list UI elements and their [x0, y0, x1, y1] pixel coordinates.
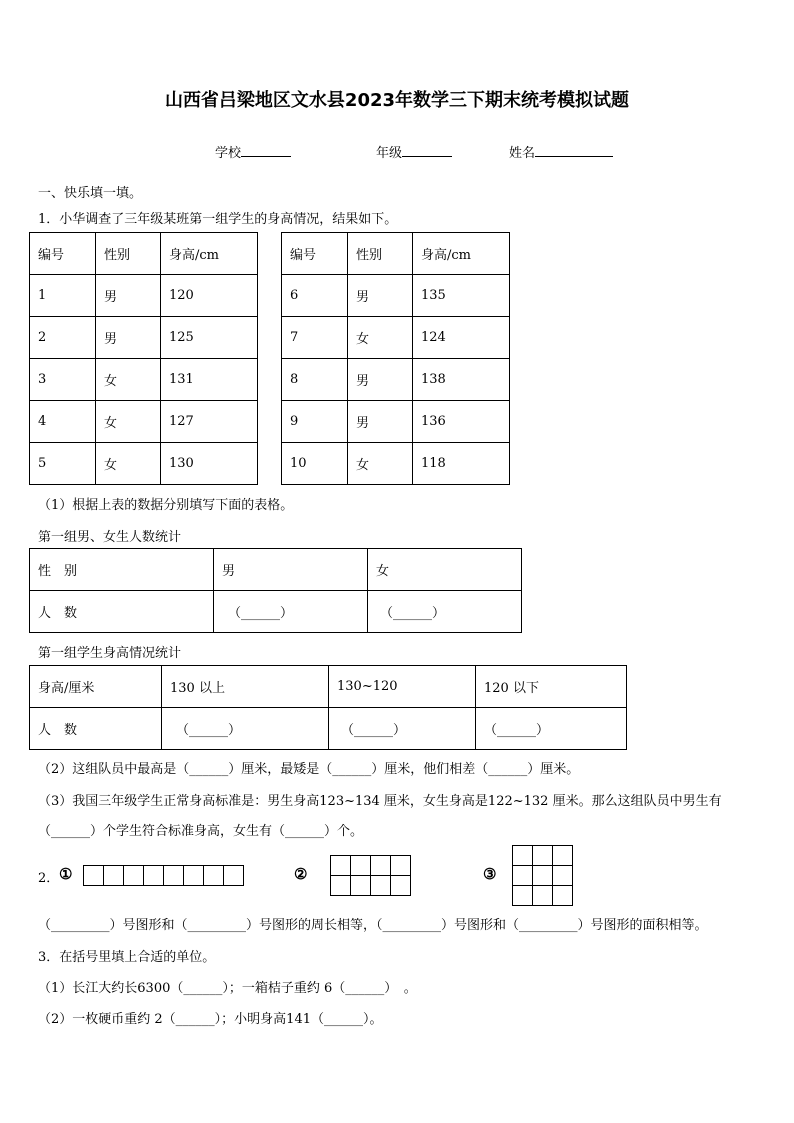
header-height: 身高/cm — [161, 233, 258, 275]
cell: 2 — [30, 317, 96, 359]
grade-label: 年级 — [376, 146, 403, 161]
q2-answer-line: （_________）号图形和（_________）号图形的周长相等，（_________）号图形和（_________）号图形的面积相等。 — [38, 918, 708, 933]
count-row-label: 人 数 — [30, 591, 214, 633]
cell: 男 — [96, 275, 161, 317]
header-gender: 性别 — [348, 233, 413, 275]
cell: 7 — [282, 317, 348, 359]
cell: 125 — [161, 317, 258, 359]
q1-sub2: （2）这组队员中最高是（______）厘米，最矮是（______）厘米，他们相差（______）厘米。 — [38, 762, 580, 777]
grade-blank[interactable] — [402, 144, 452, 157]
cell: 4 — [30, 401, 96, 443]
figure-1-label: ① — [59, 865, 73, 883]
cell: 5 — [30, 443, 96, 485]
count-row-label: 人 数 — [30, 708, 162, 750]
cell: 女 — [96, 401, 161, 443]
school-label: 学校 — [215, 146, 242, 161]
cell: 10 — [282, 443, 348, 485]
height-table-title: 第一组学生身高情况统计 — [38, 646, 182, 661]
height-data-table-left — [29, 232, 258, 485]
cell: 138 — [413, 359, 510, 401]
q3-line2: （2）一枚硬币重约 2（______）；小明身高141（______）。 — [38, 1012, 383, 1027]
q1-sub1: （1）根据上表的数据分别填写下面的表格。 — [38, 498, 294, 513]
section-heading: 一、快乐填一填。 — [38, 186, 143, 201]
header-height: 身高/cm — [413, 233, 510, 275]
name-field — [509, 142, 613, 161]
grade-field — [376, 142, 452, 161]
cell: 120 — [161, 275, 258, 317]
gender-header-label: 性 别 — [30, 549, 214, 591]
height-header-120-130: 130~120 — [329, 666, 476, 708]
school-blank[interactable] — [241, 144, 291, 157]
figure-2-label: ② — [294, 865, 308, 883]
name-label: 姓名 — [509, 146, 536, 161]
cell: 136 — [413, 401, 510, 443]
name-blank[interactable] — [535, 144, 613, 157]
q1-sub3-line2: （______）个学生符合标准身高，女生有（______）个。 — [38, 824, 364, 839]
above-130-count-blank[interactable]: （______） — [162, 708, 329, 750]
header-gender: 性别 — [96, 233, 161, 275]
cell: 9 — [282, 401, 348, 443]
cell: 135 — [413, 275, 510, 317]
height-header-label: 身高/厘米 — [30, 666, 162, 708]
cell: 男 — [348, 401, 413, 443]
figure-1-grid-icon — [83, 865, 245, 887]
cell: 131 — [161, 359, 258, 401]
q1-intro: 1．小华调查了三年级某班第一组学生的身高情况，结果如下。 — [38, 212, 398, 227]
height-header-above-130: 130 以上 — [162, 666, 329, 708]
gender-header-male: 男 — [214, 549, 368, 591]
header-number: 编号 — [282, 233, 348, 275]
q2-number: 2． — [38, 871, 60, 886]
q1-sub3-line1: （3）我国三年级学生正常身高标准是：男生身高123~134 厘米，女生身高是122~132 厘米。那么这组队员中男生有 — [38, 794, 722, 809]
cell: 男 — [348, 359, 413, 401]
range-count-blank[interactable]: （______） — [329, 708, 476, 750]
female-count-blank[interactable]: （______） — [368, 591, 522, 633]
school-field — [215, 142, 291, 161]
figure-3-label: ③ — [483, 865, 497, 883]
cell: 男 — [96, 317, 161, 359]
cell: 女 — [96, 359, 161, 401]
cell: 男 — [348, 275, 413, 317]
figure-2-grid-icon — [330, 855, 412, 897]
gender-table-title: 第一组男、女生人数统计 — [38, 530, 182, 545]
cell: 女 — [348, 317, 413, 359]
header-number: 编号 — [30, 233, 96, 275]
cell: 女 — [348, 443, 413, 485]
cell: 124 — [413, 317, 510, 359]
height-header-below-120: 120 以下 — [476, 666, 627, 708]
cell: 6 — [282, 275, 348, 317]
figure-3-grid-icon — [512, 845, 574, 907]
male-count-blank[interactable]: （______） — [214, 591, 368, 633]
height-stats-table — [29, 665, 627, 750]
cell: 1 — [30, 275, 96, 317]
page-title: 山西省吕梁地区文水县2023年数学三下期末统考模拟试题 — [164, 90, 630, 111]
cell: 130 — [161, 443, 258, 485]
cell: 3 — [30, 359, 96, 401]
height-data-table-right — [281, 232, 510, 485]
q3-line1: （1）长江大约长6300（______）；一箱桔子重约 6（______） 。 — [38, 981, 417, 996]
gender-header-female: 女 — [368, 549, 522, 591]
below-120-count-blank[interactable]: （______） — [476, 708, 627, 750]
cell: 118 — [413, 443, 510, 485]
q3-intro: 3．在括号里填上合适的单位。 — [38, 950, 216, 965]
cell: 女 — [96, 443, 161, 485]
cell: 127 — [161, 401, 258, 443]
gender-count-table — [29, 548, 522, 633]
cell: 8 — [282, 359, 348, 401]
